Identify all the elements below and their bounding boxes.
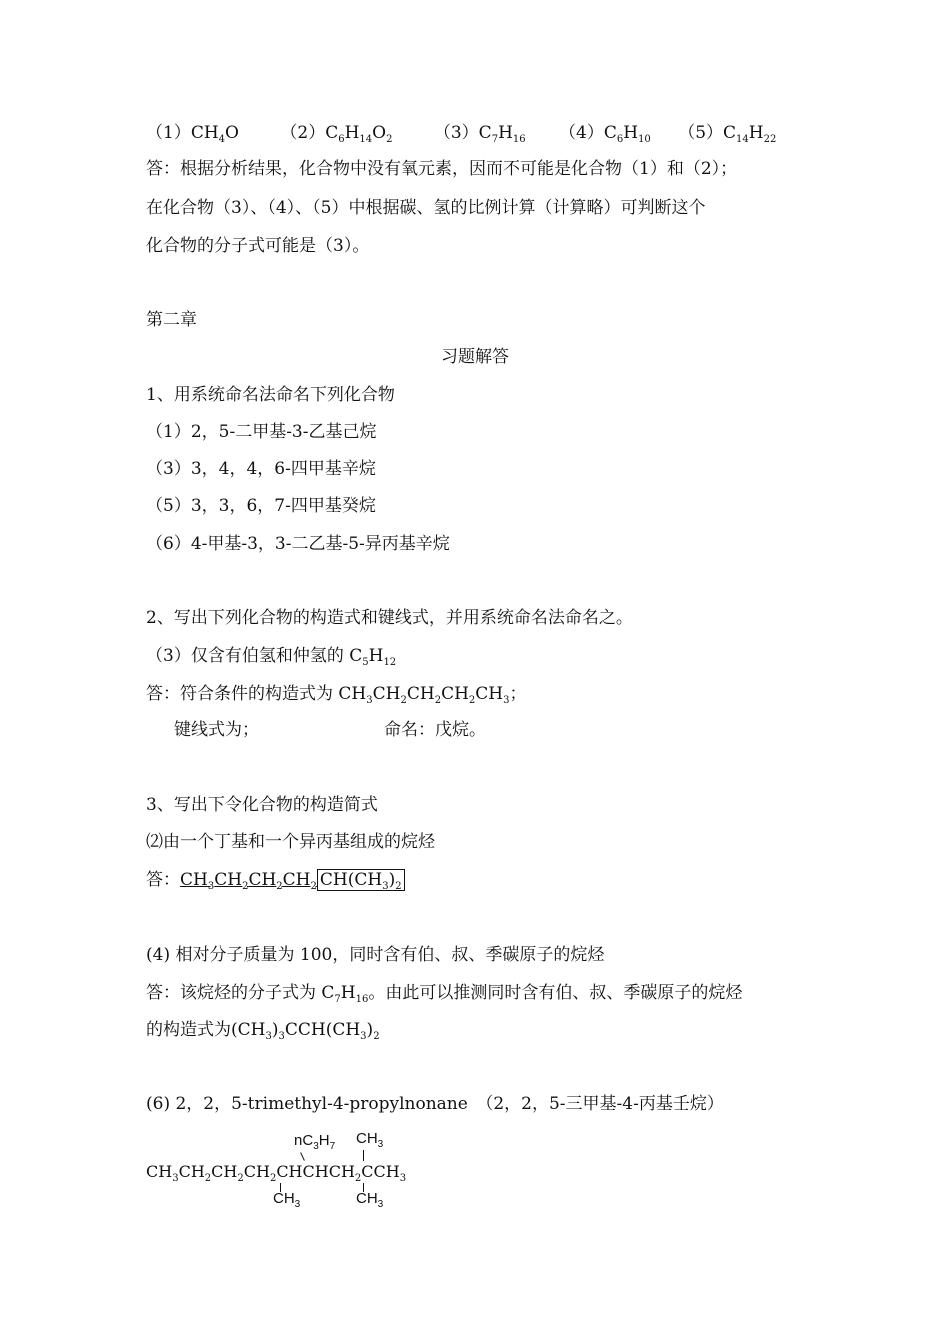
bond-top-right <box>363 1150 364 1161</box>
bondline-label: 键线式为； <box>174 720 259 740</box>
isopropyl-group: $CH(CH_3)_2$ <box>317 869 405 891</box>
q1-item-5: （5）3，3，6，7-四甲基癸烷 <box>146 496 376 516</box>
name-label: 命名：戊烷。 <box>384 720 486 740</box>
heptane-isomer-formula: $(CH_3)_3CCH(CH_3)_2$ <box>231 1020 380 1042</box>
option-3: $(3)C_7H_{16}$ <box>433 123 526 145</box>
bond-propyl <box>300 1152 305 1161</box>
formula-options-row <box>146 122 776 144</box>
q3-item-2: ⑵由一个丁基和一个异丙基组成的烷烃 <box>146 832 435 852</box>
pentane-formula: $CH_3CH_2CH_2CH_2CH_3$ <box>338 684 510 706</box>
q2-answer: 答：符合条件的构造式为 $CH_3CH_2CH_2CH_2CH_3$； <box>146 684 527 706</box>
answer-line-3: 化合物的分子式可能是（3）。 <box>146 236 370 256</box>
q1-item-6: （6）4-甲基-3，3-二乙基-5-异丙基辛烷 <box>146 534 450 554</box>
methyl-top-right: $CH_3$ <box>356 1130 384 1150</box>
q2-item-3: （3）仅含有伯氢和仲氢的 $C_5H_{12}$ <box>146 646 397 668</box>
chapter-title: 第二章 <box>146 310 197 330</box>
methyl-bottom-left: $CH_3$ <box>273 1190 301 1210</box>
q3-answer-4: 答：该烷烃的分子式为 $C_7H_{16}$。由此可以推测同时含有伯、叔、季碳原子的烷烃 <box>146 983 743 1005</box>
butyl-group: $CH_3CH_2CH_2CH_2$ <box>180 870 317 892</box>
propyl-substituent: $nC_3H_7$ <box>294 1132 336 1152</box>
q3-answer-4-line2: 的构造式为$(CH_3)_3CCH(CH_3)_2$ <box>146 1020 380 1042</box>
option-5: $(5)C_{14}H_{22}$ <box>678 123 777 145</box>
q1-item-1: （1）2，5-二甲基-3-乙基己烷 <box>146 422 377 442</box>
q3-title: 3、写出下令化合物的构造简式 <box>146 795 378 815</box>
q2-title: 2、写出下列化合物的构造式和键线式，并用系统命名法命名之。 <box>146 608 633 628</box>
answer-line-2: 在化合物（3）、（4）、（5）中根据碳、氢的比例计算（计算略）可判断这个 <box>146 198 706 218</box>
option-1: $(1)CH_4O$ <box>146 123 239 145</box>
option-4: $(4)C_6H_{10}$ <box>559 123 651 145</box>
answer-line-1: 答：根据分析结果，化合物中没有氧元素，因而不可能是化合物（1）和（2）； <box>146 159 738 179</box>
main-chain: $CH_3CH_2CH_2CH_2CHCHCH_2CCH_3$ <box>146 1162 407 1184</box>
q3-answer-2: 答：$CH_3CH_2CH_2CH_2$ $CH(CH_3)_2$ <box>146 869 405 891</box>
q3-item-4: (4) 相对分子质量为 100，同时含有伯、叔、季碳原子的烷烃 <box>146 945 605 965</box>
section-subtitle: 习题解答 <box>441 347 509 367</box>
q3-item-6: (6) 2，2，5-trimethyl-4-propylnonane （2，2，5-三甲基-4-丙基壬烷） <box>146 1094 724 1114</box>
q1-title: 1、用系统命名法命名下列化合物 <box>146 385 395 405</box>
methyl-bottom-right: $CH_3$ <box>356 1190 384 1210</box>
q1-item-3: （3）3，4，4，6-四甲基辛烷 <box>146 459 376 479</box>
option-2: $(2)C_6H_{14}O_2$ <box>280 123 393 145</box>
